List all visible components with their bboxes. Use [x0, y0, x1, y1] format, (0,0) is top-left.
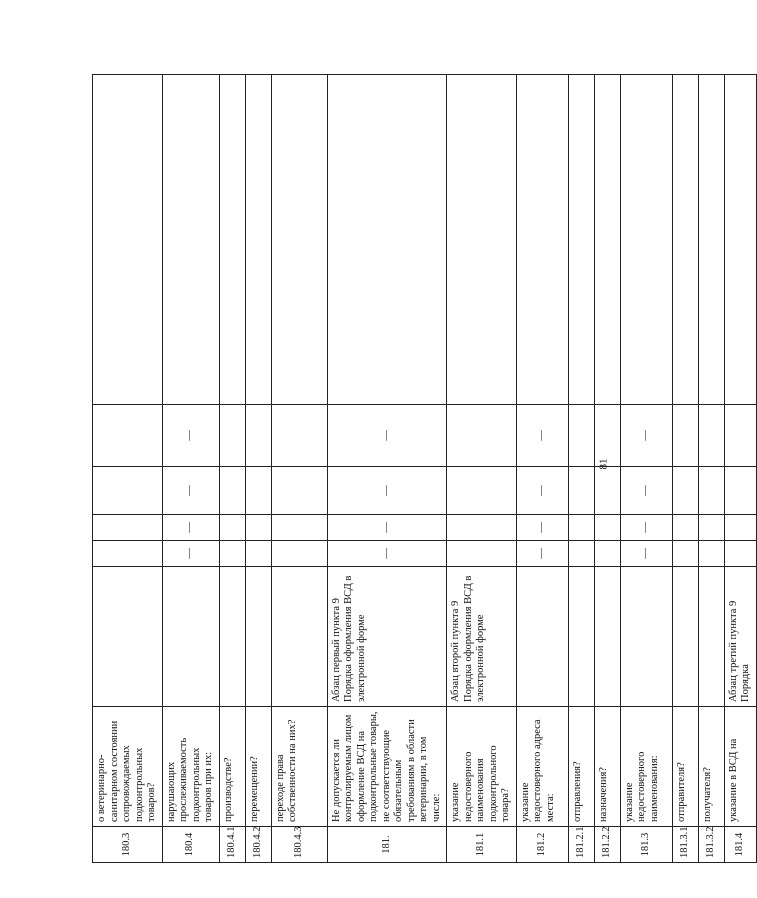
row-legal-basis — [568, 567, 594, 707]
row-number: 181.3.1 — [672, 827, 698, 863]
row-empty-cell — [594, 75, 620, 405]
row-question: перемещении? — [245, 707, 271, 827]
row-note — [594, 405, 620, 467]
row-number: 181.1 — [447, 827, 517, 863]
row-legal-basis — [93, 567, 163, 707]
table-row — [327, 75, 447, 863]
row-number: 180.4.3 — [271, 827, 327, 863]
row-number: 181.2.1 — [568, 827, 594, 863]
table-row — [672, 75, 698, 863]
row-answer-na: — — [620, 467, 672, 515]
row-legal-basis: Абзац третий пункта 9 Порядка — [724, 567, 756, 707]
row-answer-yes: — — [162, 541, 219, 567]
row-note — [447, 405, 517, 467]
row-answer-no — [447, 515, 517, 541]
row-legal-basis — [698, 567, 724, 707]
row-legal-basis — [162, 567, 219, 707]
row-answer-no — [672, 515, 698, 541]
table-row — [594, 75, 620, 863]
row-answer-na — [698, 467, 724, 515]
row-empty-cell — [219, 75, 245, 405]
row-answer-na — [93, 467, 163, 515]
table-row — [219, 75, 245, 863]
row-note — [568, 405, 594, 467]
row-answer-no — [93, 515, 163, 541]
row-question: получателя? — [698, 707, 724, 827]
row-number: 180.4.1 — [219, 827, 245, 863]
page-number: 81 — [597, 458, 610, 470]
row-answer-yes — [93, 541, 163, 567]
row-number: 181.2.2 — [594, 827, 620, 863]
row-number: 180.4.2 — [245, 827, 271, 863]
row-note: — — [162, 405, 219, 467]
row-number: 180.3 — [93, 827, 163, 863]
row-empty-cell — [245, 75, 271, 405]
row-empty-cell — [271, 75, 327, 405]
row-question: производстве? — [219, 707, 245, 827]
table-row — [516, 75, 568, 863]
row-answer-na — [447, 467, 517, 515]
row-empty-cell — [327, 75, 447, 405]
row-answer-no — [698, 515, 724, 541]
row-empty-cell — [698, 75, 724, 405]
row-question: нарушающих прослеживаемость подконтрольных товаров при их: — [162, 707, 219, 827]
row-answer-na: — — [516, 467, 568, 515]
row-empty-cell — [93, 75, 163, 405]
row-answer-na — [271, 467, 327, 515]
row-answer-na: — — [162, 467, 219, 515]
table-row — [271, 75, 327, 863]
row-answer-yes — [568, 541, 594, 567]
checklist-table — [92, 74, 757, 863]
table-row — [724, 75, 756, 863]
row-number: 180.4 — [162, 827, 219, 863]
row-answer-no — [271, 515, 327, 541]
row-note — [698, 405, 724, 467]
row-legal-basis — [516, 567, 568, 707]
row-legal-basis — [672, 567, 698, 707]
row-answer-na — [245, 467, 271, 515]
row-answer-yes — [594, 541, 620, 567]
row-number: 181.4 — [724, 827, 756, 863]
row-answer-yes — [219, 541, 245, 567]
row-note — [245, 405, 271, 467]
row-note — [219, 405, 245, 467]
table-row — [447, 75, 517, 863]
row-answer-yes: — — [620, 541, 672, 567]
row-answer-yes — [447, 541, 517, 567]
row-empty-cell — [620, 75, 672, 405]
row-question: переходе права собственности на них? — [271, 707, 327, 827]
row-answer-yes — [271, 541, 327, 567]
row-answer-na — [594, 467, 620, 515]
row-note — [672, 405, 698, 467]
row-note: — — [620, 405, 672, 467]
row-answer-yes — [672, 541, 698, 567]
row-answer-no — [594, 515, 620, 541]
row-answer-no — [245, 515, 271, 541]
row-question: Не допускается ли контролируемым лицом оформление ВСД на подконтрольные товары, не соответствующие обязательным требованиям в области ветеринарии, в том числе: — [327, 707, 447, 827]
row-empty-cell — [516, 75, 568, 405]
row-legal-basis: Абзац второй пункта 9 Порядка оформления ВСД в электронной форме — [447, 567, 517, 707]
row-note — [93, 405, 163, 467]
table-row — [245, 75, 271, 863]
row-legal-basis — [245, 567, 271, 707]
row-number: 181. — [327, 827, 447, 863]
row-empty-cell — [447, 75, 517, 405]
row-answer-no: — — [327, 515, 447, 541]
row-empty-cell — [162, 75, 219, 405]
table-row — [162, 75, 219, 863]
row-question: о ветеринарно-санитарном состоянии сопровождаемых подконтрольных товаров? — [93, 707, 163, 827]
row-number: 181.3.2 — [698, 827, 724, 863]
row-legal-basis — [594, 567, 620, 707]
row-empty-cell — [672, 75, 698, 405]
row-question: указание недостоверного наименования подконтрольного товара? — [447, 707, 517, 827]
row-note — [724, 405, 756, 467]
row-answer-no: — — [620, 515, 672, 541]
row-question: отправления? — [568, 707, 594, 827]
rotated-table-container — [92, 75, 751, 863]
row-answer-yes — [245, 541, 271, 567]
row-number: 181.3 — [620, 827, 672, 863]
row-answer-yes — [724, 541, 756, 567]
row-answer-no: — — [162, 515, 219, 541]
row-answer-na — [672, 467, 698, 515]
row-answer-na — [724, 467, 756, 515]
row-legal-basis — [271, 567, 327, 707]
table-row — [568, 75, 594, 863]
row-answer-no — [568, 515, 594, 541]
row-legal-basis: Абзац первый пункта 9 Порядка оформления ВСД в электронной форме — [327, 567, 447, 707]
row-question: указание в ВСД на — [724, 707, 756, 827]
row-answer-na: — — [327, 467, 447, 515]
row-answer-no — [724, 515, 756, 541]
row-answer-no: — — [516, 515, 568, 541]
row-answer-yes — [698, 541, 724, 567]
row-legal-basis — [620, 567, 672, 707]
row-empty-cell — [724, 75, 756, 405]
row-note: — — [327, 405, 447, 467]
row-answer-yes: — — [516, 541, 568, 567]
row-answer-na — [219, 467, 245, 515]
row-question: отправителя? — [672, 707, 698, 827]
table-row — [93, 75, 163, 863]
row-empty-cell — [568, 75, 594, 405]
row-answer-yes: — — [327, 541, 447, 567]
row-question: указание недостоверного адреса места: — [516, 707, 568, 827]
row-legal-basis — [219, 567, 245, 707]
row-note: — — [516, 405, 568, 467]
row-question: назначения? — [594, 707, 620, 827]
table-row — [620, 75, 672, 863]
row-note — [271, 405, 327, 467]
row-answer-na — [568, 467, 594, 515]
row-number: 181.2 — [516, 827, 568, 863]
table-row — [698, 75, 724, 863]
row-question: указание недостоверного наименования: — [620, 707, 672, 827]
row-answer-no — [219, 515, 245, 541]
table-body — [93, 75, 757, 863]
